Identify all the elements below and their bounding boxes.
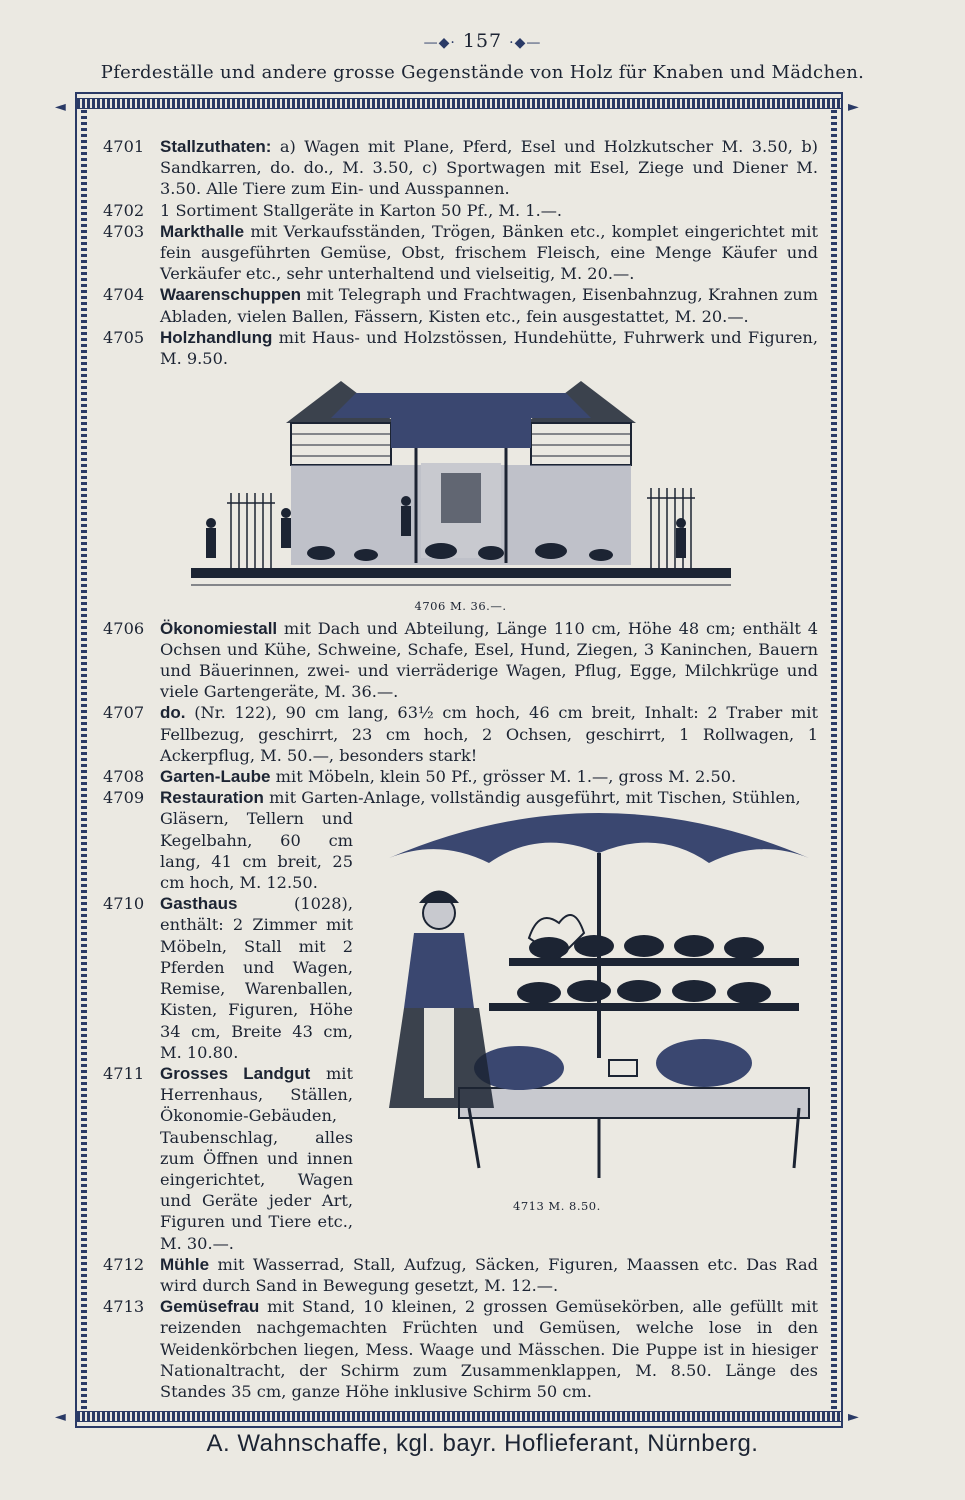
vegetable-woman-illustration-icon xyxy=(379,808,819,1193)
entry-title: Gasthaus xyxy=(160,894,238,914)
entries-narrow xyxy=(103,808,353,1253)
frame-side-right xyxy=(831,110,837,1410)
figure-vegetable-woman-caption: 4713 M. 8.50. xyxy=(513,1199,601,1214)
entry-number: 4708 xyxy=(103,767,145,787)
catalog-entry xyxy=(103,327,818,369)
running-head: Pferdeställe und andere grosse Gegenstände von Holz für Knaben und Mädchen. xyxy=(100,62,865,83)
entry-title: do. xyxy=(160,703,186,723)
entry-text: Gläsern, Tellern und Kegelbahn, 60 cm lang, 41 cm breit, 25 cm hoch, M. 12.50. xyxy=(160,809,353,893)
catalog-entry xyxy=(103,808,353,893)
entry-number: 4713 xyxy=(103,1297,145,1317)
figure-stable xyxy=(103,373,818,617)
entries-top xyxy=(103,136,818,369)
frame-band-bottom xyxy=(77,1411,841,1422)
entry-number: 4709 xyxy=(103,788,145,808)
entry-text: 1 Sortiment Stallgeräte in Karton 50 Pf., M. 1.—. xyxy=(160,200,563,220)
entry-text: mit Verkaufsständen, Trögen, Bänken etc., komplet eingerichtet mit fein ausgeführten Gemüse, Obst, frischem Fleisch, eine Menge Käufer und Verkäufer etc., sehr unterhaltend und vielseitig, M. 20.—. xyxy=(160,221,818,284)
frame-side-left xyxy=(81,110,87,1410)
entry-title: Gemüsefrau xyxy=(160,1297,260,1317)
figure-stable-caption: 4706 M. 36.—. xyxy=(414,599,507,614)
catalog-entry xyxy=(103,284,818,326)
catalog-entry xyxy=(103,1254,818,1296)
catalog-content xyxy=(103,136,818,1402)
entry-number: 4705 xyxy=(103,327,145,347)
entry-number: 4711 xyxy=(103,1063,145,1083)
entry-number: 4712 xyxy=(103,1254,145,1274)
page-number-line xyxy=(0,30,965,52)
entry-text: mit Stand, 10 kleinen, 2 grossen Gemüsekörben, alle gefüllt mit reizenden nachgemachten Früchten und Gemüsen, welche lose in den Weidenkörbchen liegen, Mess. Waage und Mässchen. Die Puppe ist in hiesiger Nationaltracht, der Schirm zum Zusammenklappen, M. 8.50. Länge des Standes 35 cm, ganze Höhe inklusive Schirm 50 cm. xyxy=(160,1297,818,1401)
entry-text: mit Garten-Anlage, vollständig ausgeführt, mit Tischen, Stühlen, xyxy=(263,788,801,808)
catalog-entry xyxy=(103,618,818,703)
catalog-entry xyxy=(103,702,818,766)
entry-number: 4703 xyxy=(103,221,145,241)
frame-arrow-left-icon: ◄ xyxy=(55,99,66,115)
entries-mid xyxy=(103,618,818,809)
catalog-entry xyxy=(103,1063,353,1254)
entry-title: Garten-Laube xyxy=(160,767,271,787)
entry-title: Restauration xyxy=(160,788,264,808)
frame-arrow-right-icon: ► xyxy=(848,99,859,115)
entry-number: 4707 xyxy=(103,703,145,723)
entry-text: (1028), enthält: 2 Zimmer mit Möbeln, Stall mit 2 Pferden und Wagen, Remise, Warenballen, Kisten, Figuren, Höhe 34 cm, Breite 43 cm, M. 10.80. xyxy=(160,894,353,1062)
footer-publisher: A. Wahnschaffe, kgl. bayr. Hoflieferant, Nürnberg. xyxy=(206,1430,759,1457)
frame-band-top xyxy=(77,98,841,109)
catalog-entry xyxy=(103,1296,818,1402)
entry-number: 4704 xyxy=(103,285,145,305)
entry-title: Holzhandlung xyxy=(160,327,273,347)
entry-title: Ökonomiestall xyxy=(160,618,278,638)
entry-number: 4702 xyxy=(103,200,145,220)
catalog-entry xyxy=(103,766,818,787)
stable-illustration-icon xyxy=(191,373,731,593)
entry-title: Markthalle xyxy=(160,221,245,241)
entry-text: mit Wasserrad, Stall, Aufzug, Säcken, Figuren, Maassen etc. Das Rad wird durch Sand in Bewegung gesetzt, M. 12.—. xyxy=(160,1254,818,1295)
entry-text: mit Dach und Abteilung, Länge 110 cm, Höhe 48 cm; enthält 4 Ochsen und Kühe, Schweine, Schafe, Esel, Hund, Ziegen, 3 Kaninchen, Bauern und Bäuerinnen, zwei- und vierräderige Wagen, Pflug, Egge, Milchkrüge und viele Gartengeräte, M. 36.—. xyxy=(160,618,818,702)
frame-arrow-left-bottom-icon: ◄ xyxy=(55,1409,66,1425)
entry-text: mit Herrenhaus, Ställen, Ökonomie-Gebäuden, Taubenschlag, alles zum Öffnen und innen eingerichtet, Wagen und Geräte jeder Art, Figuren und Tiere etc., M. 30.—. xyxy=(160,1063,353,1253)
entry-number: 4706 xyxy=(103,618,145,638)
entries-bottom xyxy=(103,1254,818,1402)
catalog-entry xyxy=(103,200,818,221)
entry-text: mit Möbeln, klein 50 Pf., grösser M. 1.—, gross M. 2.50. xyxy=(270,767,737,787)
entry-title: Waarenschuppen xyxy=(160,285,302,305)
figure-vegetable-woman xyxy=(379,808,819,1198)
ornament-left-icon: —◆· xyxy=(423,35,456,51)
catalog-entry xyxy=(103,893,353,1063)
entry-text: a) Wagen mit Plane, Pferd, Esel und Holzkutscher M. 3.50, b) Sandkarren, do. do., M. 3.50, c) Sportwagen mit Esel, Ziege und Diener M. 3.50. Alle Tiere zum Ein- und Ausspannen. xyxy=(160,137,818,199)
catalog-entry xyxy=(103,136,818,200)
entry-text: mit Telegraph und Frachtwagen, Eisenbahnzug, Krahnen zum Abladen, vielen Ballen, Fässern, Kisten etc., fein ausgestattet, M. 20.—. xyxy=(160,285,818,326)
catalog-entry xyxy=(103,221,818,285)
frame-arrow-right-bottom-icon: ► xyxy=(848,1409,859,1425)
entry-title: Mühle xyxy=(160,1254,210,1274)
entry-number: 4701 xyxy=(103,137,145,156)
entry-text: mit Haus- und Holzstössen, Hundehütte, Fuhrwerk und Figuren, M. 9.50. xyxy=(160,327,818,369)
ornament-right-icon: ·◆— xyxy=(509,35,542,51)
entry-number: 4710 xyxy=(103,894,145,914)
page-number: 157 xyxy=(462,30,503,52)
entry-text: (Nr. 122), 90 cm lang, 63½ cm hoch, 46 cm breit, Inhalt: 2 Traber mit Fellbezug, geschirrt, 23 cm hoch, 2 Ochsen, geschirrt, 1 Rollwagen, 1 Ackerpflug, M. 50.—, besonders stark! xyxy=(160,703,818,765)
float-area xyxy=(103,808,818,1253)
entry-title: Stallzuthaten: xyxy=(160,137,272,156)
entry-title: Grosses Landgut xyxy=(160,1063,311,1083)
catalog-entry xyxy=(103,787,818,808)
